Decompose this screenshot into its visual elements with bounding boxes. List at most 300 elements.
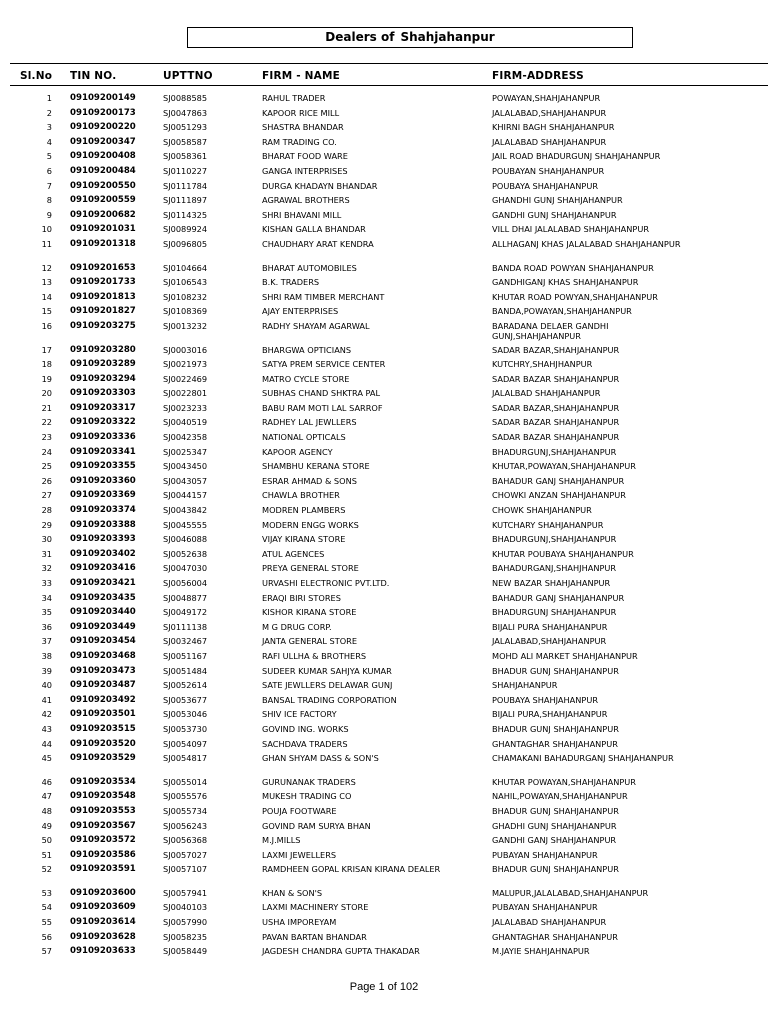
row-upttno: SJ0111784 bbox=[163, 180, 208, 191]
row-sl-no: 9 bbox=[46, 209, 52, 220]
row-sl-no: 37 bbox=[41, 636, 52, 647]
row-firm-name: USHA IMPOREYAM bbox=[262, 917, 337, 928]
row-firm-name: RAM TRADING CO. bbox=[262, 136, 337, 147]
table-row bbox=[0, 263, 768, 278]
row-firm-name: NATIONAL OPTICALS bbox=[262, 432, 346, 443]
table-row bbox=[0, 549, 768, 564]
row-upttno: SJ0053730 bbox=[163, 723, 208, 734]
row-upttno: SJ0053677 bbox=[163, 694, 208, 705]
row-firm-address: POUBAYAN SHAHJAHANPUR bbox=[492, 165, 605, 176]
row-firm-address: BHADURGUNJ,SHAHJAHANPUR bbox=[492, 534, 617, 545]
row-tin-no: 09109203440 bbox=[70, 607, 136, 618]
row-firm-name: KAPOOR AGENCY bbox=[262, 446, 333, 457]
row-firm-address: GANDHIGANJ KHAS SHAHJAHANPUR bbox=[492, 277, 639, 288]
row-upttno: SJ0058235 bbox=[163, 931, 208, 942]
row-firm-address: M.JAYIE SHAHJAHNAPUR bbox=[492, 946, 590, 957]
row-tin-no: 09109203393 bbox=[70, 534, 136, 545]
row-tin-no: 09109203454 bbox=[70, 636, 136, 647]
table-row bbox=[0, 932, 768, 947]
row-firm-address: CHOWKI ANZAN SHAHJAHANPUR bbox=[492, 490, 626, 501]
row-firm-name: CHAUDHARY ARAT KENDRA bbox=[262, 238, 374, 249]
row-sl-no: 13 bbox=[41, 277, 52, 288]
row-firm-name: GURUNANAK TRADERS bbox=[262, 776, 356, 787]
table-row bbox=[0, 578, 768, 593]
table-row bbox=[0, 306, 768, 321]
row-tin-no: 09109203369 bbox=[70, 490, 136, 501]
table-row bbox=[0, 607, 768, 622]
table-row bbox=[0, 432, 768, 447]
table-row bbox=[0, 622, 768, 637]
row-firm-name: BHARGWA OPTICIANS bbox=[262, 344, 352, 355]
header-firm-name: FIRM - NAME bbox=[262, 70, 341, 82]
table-row bbox=[0, 447, 768, 462]
header-tin-no: TIN NO. bbox=[70, 70, 117, 82]
row-firm-address: BANDA ROAD POWYAN SHAHJAHANPUR bbox=[492, 262, 654, 273]
row-upttno: SJ0049172 bbox=[163, 607, 208, 618]
row-firm-address: PUBAYAN SHAHJAHANPUR bbox=[492, 849, 598, 860]
row-firm-name: GANGA INTERPRISES bbox=[262, 165, 348, 176]
row-firm-address: SADAR BAZAR SHAHJAHANPUR bbox=[492, 432, 620, 443]
row-firm-name: SHASTRA BHANDAR bbox=[262, 122, 344, 133]
row-firm-address: SHAHJAHANPUR bbox=[492, 680, 558, 691]
row-firm-address: BHADUR GUNJ SHAHJAHANPUR bbox=[492, 864, 619, 875]
row-sl-no: 48 bbox=[41, 805, 52, 816]
row-tin-no: 09109201813 bbox=[70, 291, 136, 302]
row-upttno: SJ0040103 bbox=[163, 902, 208, 913]
row-firm-name: M G DRUG CORP. bbox=[262, 621, 332, 632]
row-firm-address: JALALBAD SHAHJAHANPUR bbox=[492, 388, 601, 399]
table-row bbox=[0, 476, 768, 491]
row-upttno: SJ0055014 bbox=[163, 776, 208, 787]
table-row bbox=[0, 777, 768, 792]
row-upttno: SJ0046088 bbox=[163, 534, 208, 545]
row-sl-no: 10 bbox=[41, 224, 52, 235]
row-upttno: SJ0089924 bbox=[163, 224, 208, 235]
row-firm-address: BAHADURGANJ,SHAHJHANPUR bbox=[492, 563, 617, 574]
row-firm-address: KHUTAR ROAD POWYAN,SHAHJAHANPUR bbox=[492, 291, 658, 302]
table-row bbox=[0, 806, 768, 821]
table-row bbox=[0, 108, 768, 123]
row-sl-no: 11 bbox=[41, 238, 52, 249]
row-upttno: SJ0106543 bbox=[163, 277, 208, 288]
table-row bbox=[0, 902, 768, 917]
header-rule-bottom bbox=[10, 85, 768, 86]
row-firm-name: ESRAR AHMAD & SONS bbox=[262, 475, 357, 486]
row-firm-address: GHADHI GUNJ SHAHJAHANPUR bbox=[492, 820, 617, 831]
row-sl-no: 3 bbox=[46, 122, 52, 133]
row-tin-no: 09109203548 bbox=[70, 791, 136, 802]
row-firm-address: SADAR BAZAR,SHAHJAHANPUR bbox=[492, 344, 620, 355]
row-sl-no: 55 bbox=[41, 917, 52, 928]
row-firm-name: JANTA GENERAL STORE bbox=[262, 636, 358, 647]
row-firm-address: BHADUR GUNJ SHAHJAHANPUR bbox=[492, 805, 619, 816]
table-row bbox=[0, 695, 768, 710]
row-upttno: SJ0055576 bbox=[163, 791, 208, 802]
row-sl-no: 12 bbox=[41, 262, 52, 273]
row-sl-no: 56 bbox=[41, 931, 52, 942]
row-sl-no: 36 bbox=[41, 621, 52, 632]
row-tin-no: 09109200220 bbox=[70, 122, 136, 133]
row-tin-no: 09109203360 bbox=[70, 475, 136, 486]
row-firm-name: GOVIND ING. WORKS bbox=[262, 723, 349, 734]
row-firm-address: BHADUR GUNJ SHAHJAHANPUR bbox=[492, 723, 619, 734]
row-sl-no: 43 bbox=[41, 723, 52, 734]
row-sl-no: 24 bbox=[41, 446, 52, 457]
row-firm-name: BABU RAM MOTI LAL SARROF bbox=[262, 402, 383, 413]
row-upttno: SJ0021973 bbox=[163, 359, 208, 370]
row-firm-name: SHRI BHAVANI MILL bbox=[262, 209, 342, 220]
row-sl-no: 27 bbox=[41, 490, 52, 501]
row-tin-no: 09109203586 bbox=[70, 849, 136, 860]
row-upttno: SJ0055734 bbox=[163, 805, 208, 816]
row-tin-no: 09109201653 bbox=[70, 262, 136, 273]
row-firm-address: POUBAYA SHAHJAHANPUR bbox=[492, 180, 599, 191]
row-tin-no: 09109203534 bbox=[70, 776, 136, 787]
row-sl-no: 26 bbox=[41, 475, 52, 486]
row-firm-address: GHANTAGHAR SHAHJAHANPUR bbox=[492, 931, 618, 942]
row-firm-address: BHADURGUNJ,SHAHJAHANPUR bbox=[492, 446, 617, 457]
row-tin-no: 09109203609 bbox=[70, 902, 136, 913]
row-firm-name: AJAY ENTERPRISES bbox=[262, 306, 339, 317]
row-firm-address: BHADUR GUNJ SHAHJAHANPUR bbox=[492, 665, 619, 676]
row-upttno: SJ0108369 bbox=[163, 306, 208, 317]
row-tin-no: 09109200173 bbox=[70, 107, 136, 118]
row-sl-no: 39 bbox=[41, 665, 52, 676]
row-firm-name: PAVAN BARTAN BHANDAR bbox=[262, 931, 367, 942]
row-tin-no: 09109203633 bbox=[70, 946, 136, 957]
row-tin-no: 09109203501 bbox=[70, 709, 136, 720]
table-row bbox=[0, 520, 768, 535]
row-sl-no: 16 bbox=[41, 320, 52, 331]
row-upttno: SJ0043057 bbox=[163, 475, 208, 486]
row-firm-address: BAHADUR GANJ SHAHJAHANPUR bbox=[492, 592, 625, 603]
row-firm-name: VIJAY KIRANA STORE bbox=[262, 534, 346, 545]
table-row bbox=[0, 321, 768, 345]
table-row bbox=[0, 888, 768, 903]
table-row bbox=[0, 93, 768, 108]
table-row bbox=[0, 239, 768, 263]
row-firm-name: POUJA FOOTWARE bbox=[262, 805, 337, 816]
row-upttno: SJ0003016 bbox=[163, 344, 208, 355]
row-firm-name: JAGDESH CHANDRA GUPTA THAKADAR bbox=[262, 946, 420, 957]
row-tin-no: 09109203374 bbox=[70, 505, 136, 516]
row-upttno: SJ0051167 bbox=[163, 650, 208, 661]
row-upttno: SJ0043450 bbox=[163, 461, 208, 472]
row-upttno: SJ0022469 bbox=[163, 373, 208, 384]
row-firm-name: SATYA PREM SERVICE CENTER bbox=[262, 359, 386, 370]
row-firm-address: JALALABAD SHAHJAHANPUR bbox=[492, 136, 607, 147]
row-sl-no: 57 bbox=[41, 946, 52, 957]
row-firm-name: URVASHI ELECTRONIC PVT.LTD. bbox=[262, 578, 390, 588]
table-row bbox=[0, 181, 768, 196]
table-row bbox=[0, 917, 768, 932]
row-upttno: SJ0047030 bbox=[163, 563, 208, 574]
row-upttno: SJ0047863 bbox=[163, 107, 208, 118]
table-row bbox=[0, 461, 768, 476]
table-row bbox=[0, 277, 768, 292]
row-tin-no: 09109203473 bbox=[70, 665, 136, 676]
row-tin-no: 09109203449 bbox=[70, 621, 136, 632]
row-sl-no: 34 bbox=[41, 592, 52, 603]
table-row bbox=[0, 388, 768, 403]
row-sl-no: 47 bbox=[41, 791, 52, 802]
table-row bbox=[0, 709, 768, 724]
row-tin-no: 09109203600 bbox=[70, 887, 136, 898]
row-upttno: SJ0057107 bbox=[163, 864, 208, 875]
row-sl-no: 38 bbox=[41, 650, 52, 661]
table-row bbox=[0, 791, 768, 806]
row-firm-name: KISHOR KIRANA STORE bbox=[262, 607, 357, 618]
row-upttno: SJ0088585 bbox=[163, 93, 208, 103]
row-sl-no: 7 bbox=[46, 180, 52, 191]
table-row bbox=[0, 821, 768, 836]
row-sl-no: 54 bbox=[41, 902, 52, 913]
row-firm-name: RAFI ULLHA & BROTHERS bbox=[262, 650, 367, 661]
table-row bbox=[0, 122, 768, 137]
row-tin-no: 09109203515 bbox=[70, 723, 136, 734]
row-sl-no: 41 bbox=[41, 694, 52, 705]
row-firm-address: NEW BAZAR SHAHJAHANPUR bbox=[492, 578, 611, 588]
row-tin-no: 09109203591 bbox=[70, 864, 136, 875]
table-row bbox=[0, 534, 768, 549]
row-upttno: SJ0096805 bbox=[163, 238, 208, 249]
row-upttno: SJ0022801 bbox=[163, 388, 208, 399]
row-sl-no: 46 bbox=[41, 776, 52, 787]
row-sl-no: 51 bbox=[41, 849, 52, 860]
row-firm-address: JAIL ROAD BHADURGUNJ SHAHJAHANPUR bbox=[492, 151, 661, 162]
row-upttno: SJ0110227 bbox=[163, 165, 208, 176]
row-upttno: SJ0051293 bbox=[163, 122, 208, 133]
row-firm-name: GHAN SHYAM DASS & SON'S bbox=[262, 753, 379, 764]
row-firm-address: VILL DHAI JALALABAD SHAHJAHANPUR bbox=[492, 224, 650, 235]
row-tin-no: 09109203628 bbox=[70, 931, 136, 942]
table-row bbox=[0, 850, 768, 865]
table-row bbox=[0, 835, 768, 850]
row-firm-address: SADAR BAZAR SHAHJAHANPUR bbox=[492, 417, 620, 428]
row-tin-no: 09109203435 bbox=[70, 592, 136, 603]
table-row bbox=[0, 724, 768, 739]
header-firm-address: FIRM-ADDRESS bbox=[492, 70, 584, 82]
row-firm-name: RADHY SHAYAM AGARWAL bbox=[262, 320, 370, 331]
row-sl-no: 50 bbox=[41, 835, 52, 846]
row-tin-no: 09109203294 bbox=[70, 373, 136, 384]
row-firm-address: BHADURGUNJ SHAHJAHANPUR bbox=[492, 607, 617, 618]
table-row bbox=[0, 195, 768, 210]
table-row bbox=[0, 137, 768, 152]
row-firm-address: MALUPUR,JALALABAD,SHAHJAHANPUR bbox=[492, 887, 649, 898]
row-sl-no: 6 bbox=[46, 165, 52, 176]
row-firm-name: SATE JEWLLERS DELAWAR GUNJ bbox=[262, 680, 393, 691]
row-firm-address: CHAMAKANI BAHADURGANJ SHAHJAHANPUR bbox=[492, 753, 674, 764]
row-upttno: SJ0114325 bbox=[163, 209, 208, 220]
row-firm-address: GHANDHI GUNJ SHAHJAHANPUR bbox=[492, 195, 623, 206]
table-row bbox=[0, 417, 768, 432]
row-tin-no: 09109203572 bbox=[70, 835, 136, 846]
table-row bbox=[0, 403, 768, 418]
row-firm-address: GANDHI GANJ SHAHJAHANPUR bbox=[492, 835, 617, 846]
row-upttno: SJ0032467 bbox=[163, 636, 208, 647]
row-firm-name: SHAMBHU KERANA STORE bbox=[262, 461, 370, 472]
row-tin-no: 09109203567 bbox=[70, 820, 136, 831]
row-upttno: SJ0057941 bbox=[163, 887, 208, 898]
row-tin-no: 09109203402 bbox=[70, 548, 136, 559]
row-firm-address: KUTCHRY,SHAHJHANPUR bbox=[492, 359, 593, 370]
row-sl-no: 21 bbox=[41, 402, 52, 413]
row-sl-no: 44 bbox=[41, 738, 52, 749]
row-tin-no: 09109200682 bbox=[70, 209, 136, 220]
row-firm-address: SADAR BAZAR,SHAHJAHANPUR bbox=[492, 402, 620, 413]
row-firm-name: M.J.MILLS bbox=[262, 835, 301, 846]
row-tin-no: 09109203388 bbox=[70, 519, 136, 530]
table-row bbox=[0, 345, 768, 360]
row-firm-address: JALALABAD,SHAHJAHANPUR bbox=[492, 107, 607, 118]
row-tin-no: 09109200408 bbox=[70, 151, 136, 162]
row-tin-no: 09109200550 bbox=[70, 180, 136, 191]
row-firm-name: KISHAN GALLA BHANDAR bbox=[262, 224, 366, 235]
row-tin-no: 09109200559 bbox=[70, 195, 136, 206]
row-firm-address: KUTCHARY SHAHJAHANPUR bbox=[492, 519, 604, 530]
row-sl-no: 42 bbox=[41, 709, 52, 720]
title-place: Shahjahanpur bbox=[400, 30, 495, 44]
row-firm-name: MODREN PLAMBERS bbox=[262, 505, 346, 516]
row-firm-name: MODERN ENGG WORKS bbox=[262, 519, 359, 530]
row-tin-no: 09109200149 bbox=[70, 93, 136, 103]
row-firm-name: RADHEY LAL JEWLLERS bbox=[262, 417, 357, 428]
row-firm-name: LAXMI JEWELLERS bbox=[262, 849, 337, 860]
row-firm-name: KAPOOR RICE MILL bbox=[262, 107, 340, 118]
row-sl-no: 52 bbox=[41, 864, 52, 875]
row-upttno: SJ0058361 bbox=[163, 151, 208, 162]
row-firm-name: PREYA GENERAL STORE bbox=[262, 563, 359, 574]
row-upttno: SJ0056004 bbox=[163, 578, 208, 588]
row-firm-address: ALLHAGANJ KHAS JALALABAD SHAHJAHANPUR bbox=[492, 238, 681, 249]
header-sl-no: Sl.No bbox=[20, 70, 53, 82]
row-firm-address: BANDA,POWAYAN,SHAHJAHANPUR bbox=[492, 306, 632, 317]
row-sl-no: 19 bbox=[41, 373, 52, 384]
row-tin-no: 09109203614 bbox=[70, 917, 136, 928]
row-sl-no: 22 bbox=[41, 417, 52, 428]
row-upttno: SJ0013232 bbox=[163, 320, 208, 331]
row-sl-no: 35 bbox=[41, 607, 52, 618]
row-upttno: SJ0057027 bbox=[163, 849, 208, 860]
row-upttno: SJ0043842 bbox=[163, 505, 208, 516]
row-tin-no: 09109203529 bbox=[70, 753, 136, 764]
row-firm-name: AGRAWAL BROTHERS bbox=[262, 195, 350, 206]
row-firm-name: SACHDAVA TRADERS bbox=[262, 738, 348, 749]
row-upttno: SJ0054097 bbox=[163, 738, 208, 749]
row-upttno: SJ0044157 bbox=[163, 490, 208, 501]
row-sl-no: 49 bbox=[41, 820, 52, 831]
row-sl-no: 1 bbox=[46, 93, 52, 103]
row-upttno: SJ0058587 bbox=[163, 136, 208, 147]
row-tin-no: 09109203468 bbox=[70, 650, 136, 661]
row-firm-name: ATUL AGENCES bbox=[262, 548, 325, 559]
row-firm-name: MUKESH TRADING CO bbox=[262, 791, 352, 802]
header-rule-top bbox=[10, 63, 768, 64]
table-row bbox=[0, 292, 768, 307]
row-upttno: SJ0052614 bbox=[163, 680, 208, 691]
row-firm-name: ERAQI BIRI STORES bbox=[262, 592, 341, 603]
row-firm-name: RAHUL TRADER bbox=[262, 93, 326, 103]
row-sl-no: 20 bbox=[41, 388, 52, 399]
row-firm-address: KHUTAR POUBAYA SHAHJAHANPUR bbox=[492, 548, 634, 559]
row-upttno: SJ0056243 bbox=[163, 820, 208, 831]
row-upttno: SJ0025347 bbox=[163, 446, 208, 457]
row-tin-no: 09109203336 bbox=[70, 432, 136, 443]
row-firm-name: LAXMI MACHINERY STORE bbox=[262, 902, 369, 913]
table-row bbox=[0, 224, 768, 239]
row-firm-name: BHARAT FOOD WARE bbox=[262, 151, 348, 162]
row-sl-no: 14 bbox=[41, 291, 52, 302]
row-firm-address: SADAR BAZAR SHAHJAHANPUR bbox=[492, 373, 620, 384]
row-upttno: SJ0111897 bbox=[163, 195, 208, 206]
table-row bbox=[0, 593, 768, 608]
row-upttno: SJ0056368 bbox=[163, 835, 208, 846]
row-firm-name: BANSAL TRADING CORPORATION bbox=[262, 694, 397, 705]
row-sl-no: 28 bbox=[41, 505, 52, 516]
row-upttno: SJ0111138 bbox=[163, 621, 208, 632]
row-tin-no: 09109203416 bbox=[70, 563, 136, 574]
table-row bbox=[0, 359, 768, 374]
row-upttno: SJ0048877 bbox=[163, 592, 208, 603]
table-row bbox=[0, 151, 768, 166]
row-tin-no: 09109201031 bbox=[70, 224, 136, 235]
row-firm-name: RAMDHEEN GOPAL KRISAN KIRANA DEALER bbox=[262, 864, 441, 875]
table-row bbox=[0, 666, 768, 681]
table-row bbox=[0, 374, 768, 389]
row-upttno: SJ0023233 bbox=[163, 402, 208, 413]
table-row bbox=[0, 946, 768, 961]
row-sl-no: 25 bbox=[41, 461, 52, 472]
row-upttno: SJ0042358 bbox=[163, 432, 208, 443]
row-tin-no: 09109203303 bbox=[70, 388, 136, 399]
row-firm-name: DURGA KHADAYN BHANDAR bbox=[262, 180, 378, 191]
row-firm-name: B.K. TRADERS bbox=[262, 277, 320, 288]
row-tin-no: 09109200347 bbox=[70, 136, 136, 147]
row-sl-no: 8 bbox=[46, 195, 52, 206]
row-firm-name: BHARAT AUTOMOBILES bbox=[262, 262, 357, 273]
header-upttno: UPTTNO bbox=[163, 70, 213, 82]
row-firm-address: JALALABAD,SHAHJAHANPUR bbox=[492, 636, 607, 647]
row-tin-no: 09109203487 bbox=[70, 680, 136, 691]
row-upttno: SJ0051484 bbox=[163, 665, 208, 676]
table-row bbox=[0, 753, 768, 777]
row-tin-no: 09109203355 bbox=[70, 461, 136, 472]
row-tin-no: 09109201827 bbox=[70, 306, 136, 317]
row-tin-no: 09109203322 bbox=[70, 417, 136, 428]
row-sl-no: 31 bbox=[41, 548, 52, 559]
row-firm-address: CHOWK SHAHJAHANPUR bbox=[492, 505, 592, 516]
row-firm-address: GHANTAGHAR SHAHJAHANPUR bbox=[492, 738, 618, 749]
row-firm-name: GOVIND RAM SURYA BHAN bbox=[262, 820, 371, 831]
row-sl-no: 5 bbox=[46, 151, 52, 162]
page-title-box bbox=[187, 27, 633, 48]
row-tin-no: 09109203553 bbox=[70, 805, 136, 816]
row-firm-address: KHUTAR,POWAYAN,SHAHJAHANPUR bbox=[492, 461, 636, 472]
row-firm-name: KHAN & SON'S bbox=[262, 887, 323, 898]
row-firm-name: SHIV ICE FACTORY bbox=[262, 709, 337, 720]
table-row bbox=[0, 210, 768, 225]
row-firm-name: SUDEER KUMAR SAHJYA KUMAR bbox=[262, 665, 392, 676]
table-row bbox=[0, 680, 768, 695]
row-tin-no: 09109203341 bbox=[70, 446, 136, 457]
row-upttno: SJ0040519 bbox=[163, 417, 208, 428]
row-upttno: SJ0057990 bbox=[163, 917, 208, 928]
row-firm-name: SUBHAS CHAND SHKTRA PAL bbox=[262, 388, 381, 399]
row-sl-no: 33 bbox=[41, 578, 52, 588]
row-sl-no: 4 bbox=[46, 136, 52, 147]
table-row bbox=[0, 563, 768, 578]
